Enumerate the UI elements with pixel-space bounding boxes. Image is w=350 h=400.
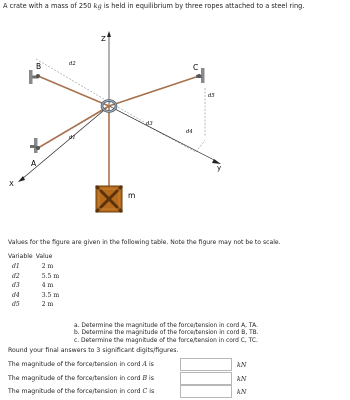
table-row	[8, 291, 62, 301]
problem-text-start: A crate with a mass of	[3, 2, 79, 10]
instruction-a: a. Determine the magnitude of the force/tension in cord A, TA.	[74, 323, 258, 329]
variable-cell: d3	[12, 282, 20, 290]
crate	[96, 186, 122, 212]
table-row	[8, 281, 62, 291]
x-axis-arrow-icon	[18, 176, 25, 182]
label-d4: d4	[186, 129, 193, 135]
variable-cell: d2	[12, 272, 20, 280]
value-cell: 2 m	[41, 263, 54, 271]
instruction-c: c. Determine the magnitude of the force/tension in cord C, TC.	[74, 337, 258, 344]
answer-question-a	[8, 361, 154, 368]
answer-suffix: is	[147, 361, 154, 368]
label-c: C	[193, 63, 199, 72]
value-cell: 3.5 m	[41, 291, 60, 299]
equilibrium-figure	[0, 14, 350, 238]
rope-b	[38, 76, 109, 106]
table-row	[8, 300, 62, 310]
label-x-axis: X	[9, 180, 14, 188]
table-header-row	[8, 252, 62, 262]
answer-row-a	[8, 358, 348, 373]
table-caption: Values for the figure are given in the following table. Note the figure may not be to scale.	[8, 239, 281, 246]
problem-statement	[3, 2, 347, 11]
instruction-b: b. Determine the magnitude of the force/tension in cord B, TB.	[74, 330, 259, 337]
label-y-axis: y	[217, 164, 222, 172]
label-mass: m	[128, 191, 136, 200]
ropes	[38, 76, 199, 186]
mass-unit: kg	[93, 2, 102, 10]
variable-cell: d1	[12, 263, 20, 271]
answer-question-b	[8, 375, 154, 382]
answer-prefix: The magnitude of the force/tension in cord	[8, 361, 143, 368]
variable-cell: d5	[12, 301, 20, 309]
label-d1: d1	[69, 135, 76, 141]
rope-a	[38, 106, 109, 148]
sigfig-note: Round your final answers to 3 significant digits/figures.	[8, 347, 179, 354]
table-row	[8, 262, 62, 272]
value-cell: 5.5 m	[41, 272, 60, 280]
problem-text-end: is held in equilibrium by three ropes attached to a steel ring.	[101, 2, 305, 10]
label-d3: d3	[146, 121, 153, 127]
variables-table	[8, 252, 62, 310]
value-cell: 4 m	[41, 282, 54, 290]
tension-a-input[interactable]	[180, 358, 232, 371]
unit-label: kN	[237, 375, 247, 383]
cord-label-b: B	[142, 375, 148, 382]
label-a: A	[31, 159, 37, 168]
bracket-b	[29, 70, 40, 84]
dimension-guides	[36, 59, 205, 152]
label-z-axis: Z	[101, 35, 106, 43]
guide-d4-line	[196, 140, 205, 152]
z-axis-arrow-icon	[107, 31, 111, 37]
value-cell: 2 m	[41, 301, 54, 309]
label-b: B	[36, 62, 42, 71]
answer-question-c	[8, 388, 154, 395]
answer-suffix: is	[147, 375, 155, 382]
cord-label-a: A	[142, 361, 147, 368]
unit-label: kN	[237, 388, 247, 396]
unit-label: kN	[237, 361, 247, 369]
answer-prefix: The magnitude of the force/tension in cord	[8, 388, 143, 395]
mass-value: 250	[78, 2, 92, 10]
header-variable: Variable	[8, 253, 33, 260]
cord-label-c: C	[142, 388, 148, 395]
label-d5: d5	[208, 93, 215, 99]
answer-suffix: is	[147, 388, 155, 395]
y-axis	[109, 106, 216, 161]
instructions	[74, 323, 259, 345]
bracket-a	[30, 138, 40, 153]
answer-row-c	[8, 385, 348, 400]
answer-prefix: The magnitude of the force/tension in cord	[8, 375, 143, 382]
label-d2: d2	[69, 61, 76, 67]
rope-c	[109, 76, 199, 106]
table-row	[8, 272, 62, 282]
tension-b-input[interactable]	[180, 372, 232, 385]
tension-c-input[interactable]	[180, 385, 232, 398]
header-value: Value	[35, 253, 53, 260]
variable-cell: d4	[12, 291, 20, 299]
